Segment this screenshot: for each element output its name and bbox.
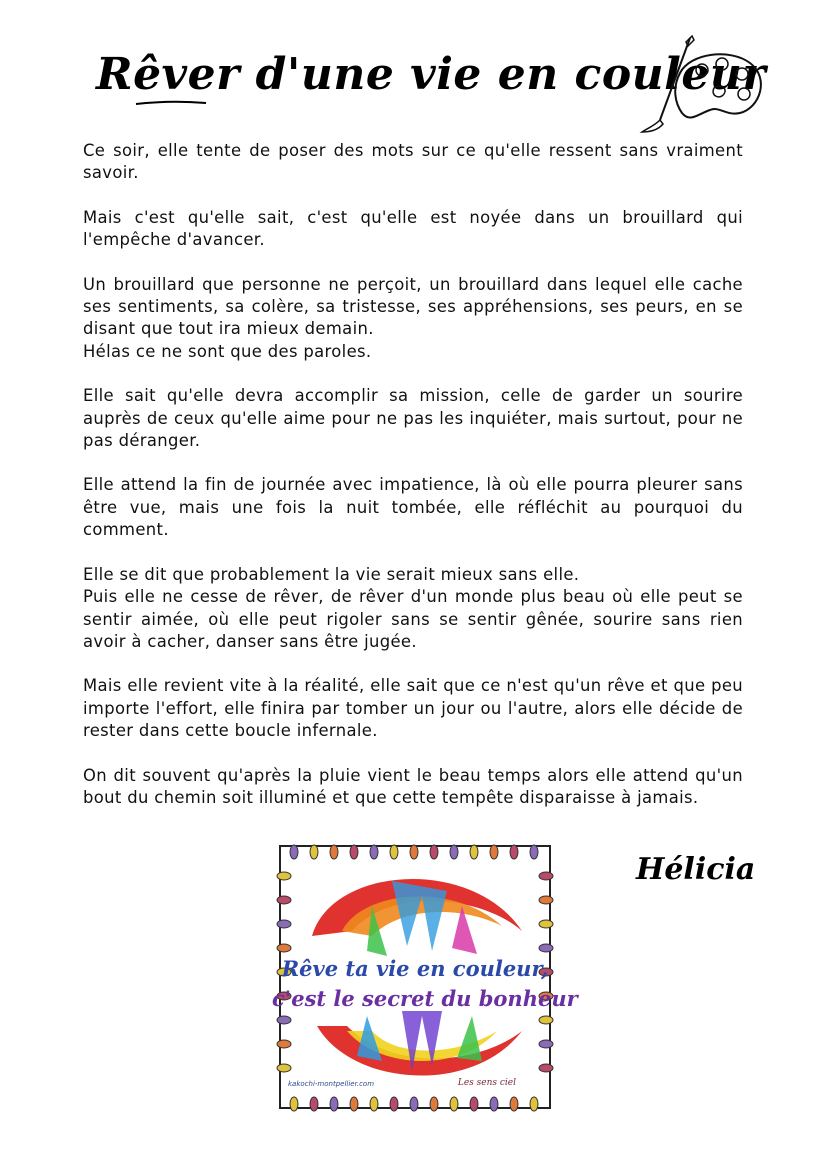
page-title: Rêver d'une vie en couleur — [96, 49, 767, 100]
paragraph: Hélas ce ne sont que des paroles. — [83, 341, 372, 361]
paragraph: Elle attend la fin de journée avec impatience, là où elle pourra pleurer sans être vue, mais une fois la nuit tombée, elle réfléchit au pourquoi du comment. — [83, 475, 743, 540]
illustration-credit: Les sens ciel — [457, 1078, 516, 1088]
paragraph: Elle se dit que probablement la vie serait mieux sans elle. — [83, 564, 580, 584]
illustration-caption-line1: Rêve ta vie en couleur, — [281, 956, 549, 981]
paragraph: Un brouillard que personne ne perçoit, un brouillard dans lequel elle cache ses sentiments, sa colère, sa tristesse, ses appréhensions, ses peurs, en se disant que tout ira mieux demain. — [83, 274, 743, 339]
title-underline — [96, 98, 246, 110]
paint-palette-icon — [620, 28, 770, 138]
paragraph: Ce soir, elle tente de poser des mots sur ce qu'elle ressent sans vraiment savoir. — [83, 141, 743, 183]
author-signature: Hélicia — [636, 852, 756, 887]
paragraph: Mais c'est qu'elle sait, c'est qu'elle est noyée dans un brouillard qui l'empêche d'avancer. — [83, 207, 743, 250]
illustration-url: kakochi-montpellier.com — [288, 1080, 375, 1088]
paragraph: On dit souvent qu'après la pluie vient le beau temps alors elle attend qu'un bout du chemin soit illuminé et que cette tempête disparaisse à jamais. — [83, 765, 743, 807]
illustration-caption-line2: c'est le secret du bonheur — [272, 986, 578, 1011]
paragraph: Puis elle ne cesse de rêver, de rêver d'un monde plus beau où elle peut se sentir aimée, où elle peut rigoler sans se sentir gênée, sourire sans rien avoir à cacher, danser sans être jugée. — [83, 587, 743, 651]
illustration-frame — [272, 836, 578, 1118]
paragraph: Elle sait qu'elle devra accomplir sa mission, celle de garder un sourire auprès de ceux qu'elle aime pour ne pas les inquiéter, mais surtout, pour ne pas déranger. — [83, 386, 743, 451]
paragraph: Mais elle revient vite à la réalité, elle sait que ce n'est qu'un rêve et que peu importe l'effort, elle finira par tomber un jour ou l'autre, alors elle décide de rester dans cette boucle infernale. — [83, 676, 743, 741]
poem-body — [83, 140, 743, 831]
